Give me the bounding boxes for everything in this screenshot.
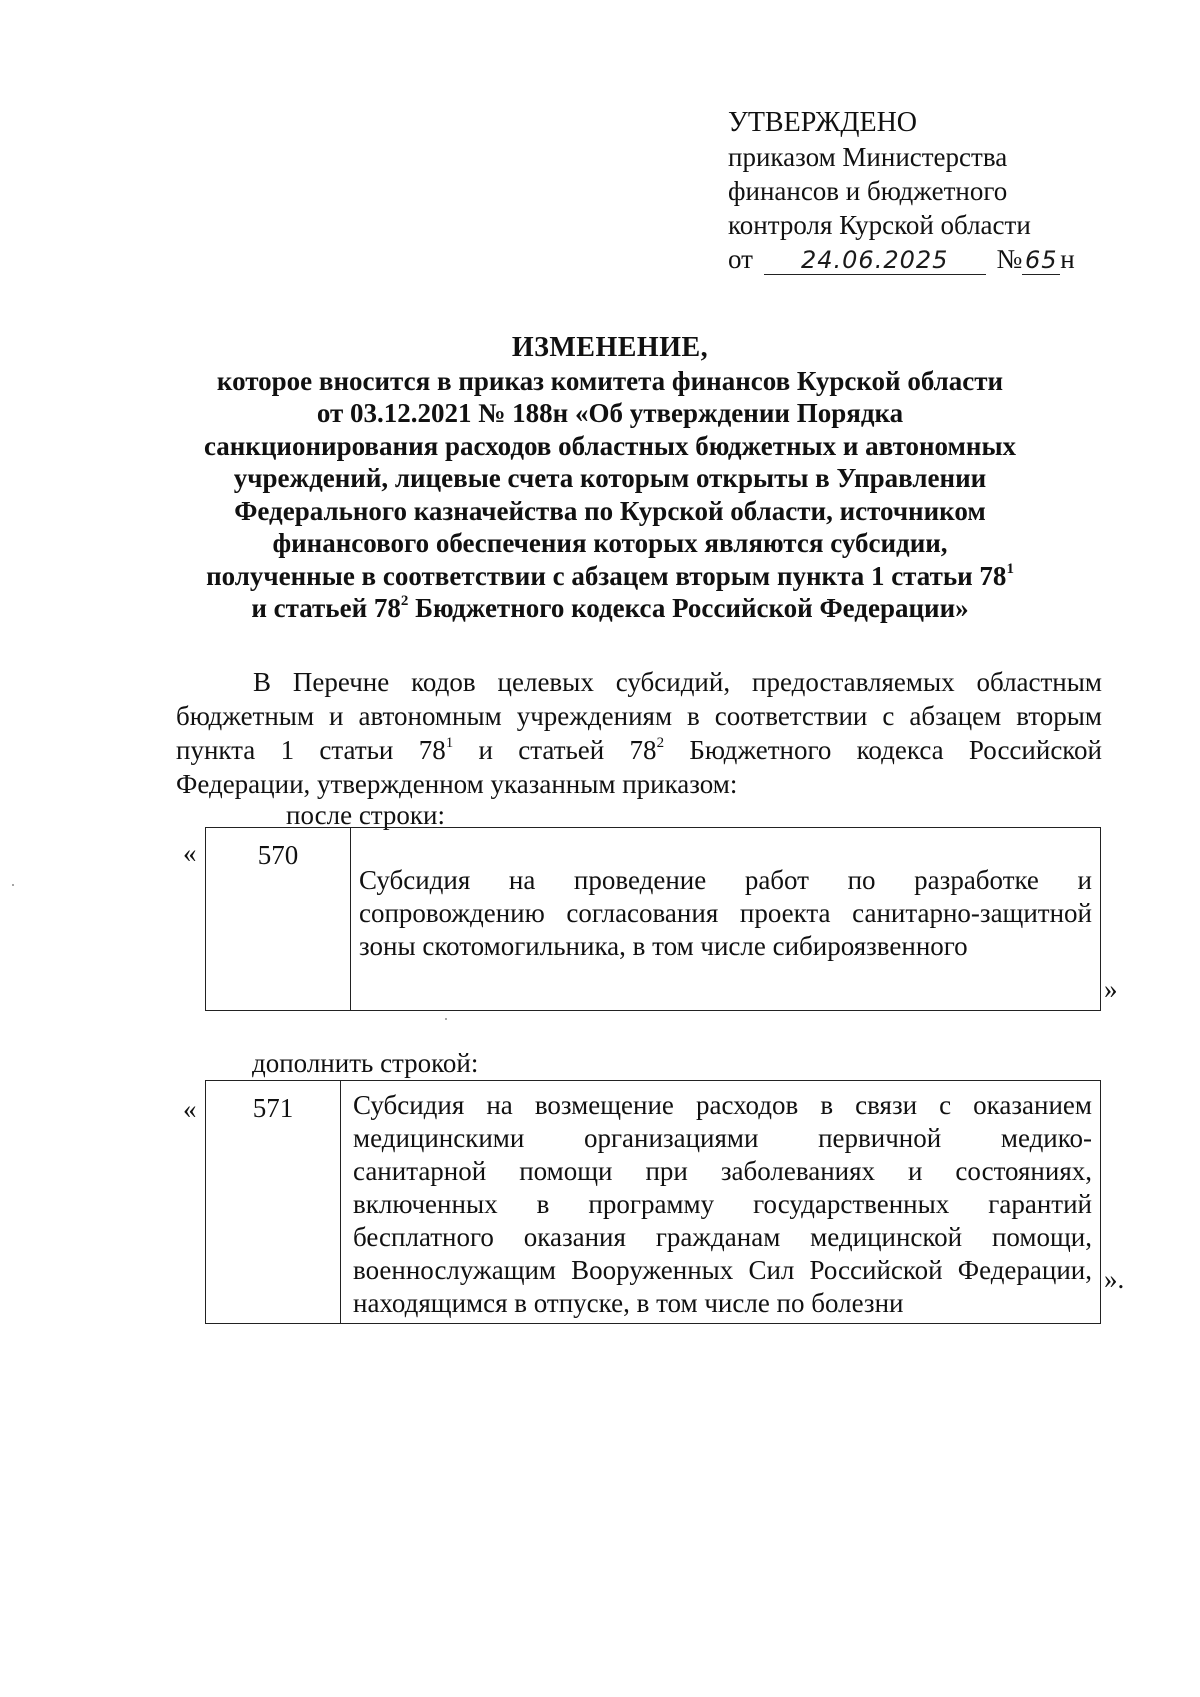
scan-speck	[12, 884, 14, 886]
handwritten-number: 65	[1024, 246, 1058, 274]
row-570-line-2: сопровождению согласования проекта санитарно-защитной	[359, 898, 1092, 928]
paragraph-line-2: бюджетным и автономным учреждениям в соответствии с абзацем вторым	[176, 701, 1102, 731]
row-571-line-1: Субсидия на возмещение расходов в связи с оказанием	[353, 1090, 1092, 1120]
number-label: №	[996, 244, 1023, 274]
row-571-line-6: военнослужащим Вооруженных Сил Российской Федерации,	[353, 1255, 1092, 1285]
title-line-6: финансового обеспечения которых являются субсидии,	[272, 528, 948, 558]
paragraph-line-4: Федерации, утвержденном указанным приказом:	[176, 769, 738, 799]
title-line-7-text: полученные в соответствии с абзацем вторым пункта 1 статьи 78	[206, 560, 1007, 591]
add-row-label: дополнить строкой:	[252, 1048, 479, 1078]
table-row-571	[205, 1080, 1101, 1324]
row-571-line-4: включенных в программу государственных гарантий	[353, 1189, 1092, 1219]
row-571-close-quote: ».	[1104, 1264, 1125, 1294]
body-paragraph	[176, 665, 1102, 801]
row-570-description	[351, 828, 1100, 1010]
handwritten-date: 24.06.2025	[800, 246, 949, 274]
paragraph-line-3-sup-1: 1	[445, 735, 454, 751]
number-field	[1022, 245, 1060, 275]
row-571-line-2: медицинскими организациями первичной медико-	[353, 1123, 1092, 1153]
table-row-570	[205, 827, 1101, 1011]
paragraph-line-3-b: и статьей 78	[453, 735, 657, 765]
title-line-7	[130, 560, 1090, 593]
title-line-8-text-a: и статьей 78	[251, 593, 401, 623]
date-field	[764, 245, 986, 275]
row-571-code: 571	[206, 1081, 341, 1323]
row-571-line-5: бесплатного оказания гражданам медицинской помощи,	[353, 1222, 1092, 1252]
title-line-3: санкционирования расходов областных бюджетных и автономных	[203, 430, 1017, 461]
row-571-line-3: санитарной помощи при заболеваниях и состояниях,	[353, 1156, 1092, 1186]
row-570-line-1: Субсидия на проведение работ по разработке и	[359, 865, 1092, 895]
title-line-7-sup: 1	[1006, 560, 1014, 577]
title-line-4: учреждений, лицевые счета которым открыты в Управлении	[233, 463, 987, 493]
row-570-line-3: зоны скотомогильника, в том числе сибироязвенного	[359, 931, 968, 961]
number-suffix: н	[1060, 244, 1075, 274]
approval-line-3: контроля Курской области	[728, 210, 1031, 240]
paragraph-line-3-a: пункта 1 статьи 78	[176, 735, 446, 765]
row-570-close-quote: »	[1104, 974, 1118, 1004]
row-571-line-7: находящимся в отпуске, в том числе по болезни	[353, 1288, 904, 1318]
scan-speck	[445, 1018, 447, 1020]
approval-block	[728, 106, 1075, 276]
row-571-description	[341, 1081, 1100, 1323]
row-570-code: 570	[206, 828, 351, 1010]
approval-line-1: приказом Министерства	[728, 142, 1008, 172]
title-line-8	[130, 592, 1090, 625]
row-571-open-quote: «	[183, 1094, 197, 1124]
title-main: ИЗМЕНЕНИЕ,	[511, 332, 709, 363]
approval-heading: УТВЕРЖДЕНО	[728, 107, 918, 138]
paragraph-line-3-sup-2: 2	[656, 735, 665, 751]
approval-line-2: финансов и бюджетного	[728, 176, 1008, 206]
title-line-5: Федерального казначейства по Курской области, источником	[234, 495, 986, 526]
paragraph-line-1: В Перечне кодов целевых субсидий, предоставляемых областным	[253, 667, 1102, 697]
title-line-2: от 03.12.2021 № 188н «Об утверждении Порядка	[316, 398, 904, 428]
approval-date-line	[728, 242, 1075, 276]
paragraph-line-3	[176, 733, 1102, 767]
title-line-8-text-b: Бюджетного кодекса Российской Федерации»	[408, 593, 969, 623]
after-row-label: после строки:	[286, 800, 445, 830]
document-title	[130, 332, 1090, 625]
title-line-8-sup: 2	[400, 593, 409, 609]
title-line-1: которое вносится в приказ комитета финансов Курской области	[216, 365, 1004, 396]
from-label: от	[728, 244, 753, 274]
row-570-open-quote: «	[183, 838, 197, 868]
paragraph-line-3-c: Бюджетного кодекса Российской	[664, 735, 1102, 765]
